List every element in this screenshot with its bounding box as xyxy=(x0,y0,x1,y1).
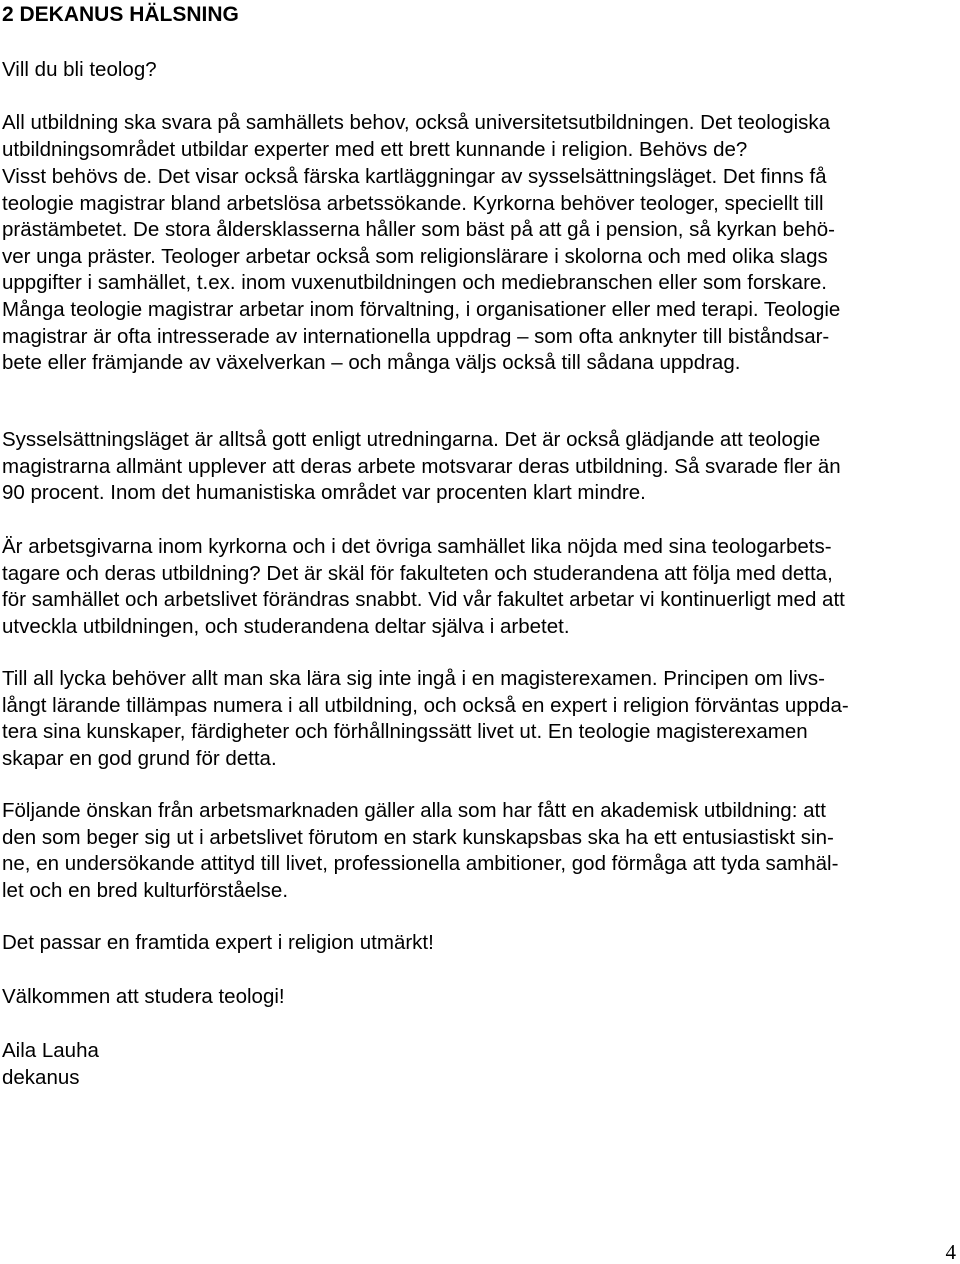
text-line: Vill du bli teolog? xyxy=(2,58,157,81)
paragraph-expert xyxy=(2,930,434,957)
paragraph-employers xyxy=(2,534,845,640)
text-line: Följande önskan från arbetsmarknaden gäller alla som har fått en akademisk utbildning: att xyxy=(2,799,826,822)
paragraph-survey xyxy=(2,427,841,507)
text-line: prästämbetet. De stora åldersklasserna håller som bäst på att gå i pension, så kyrkan behö- xyxy=(2,218,835,242)
text-line: den som beger sig ut i arbetslivet förutom en stark kunskapsbas ska ha ett entusiastiskt sin- xyxy=(2,825,834,849)
paragraph-employment xyxy=(2,164,840,377)
text-line: utveckla utbildningen, och studerandena deltar själva i arbetet. xyxy=(2,614,570,638)
text-line: för samhället och arbetslivet förändras snabbt. Vid vår fakultet arbetar vi kontinuerligt med att xyxy=(2,588,845,612)
section-heading: 2 DEKANUS HÄLSNING xyxy=(2,3,239,26)
signature-title: dekanus xyxy=(2,1065,80,1089)
text-line: Till all lycka behöver allt man ska lära sig inte ingå i en magisterexamen. Principen om livs- xyxy=(2,667,826,690)
text-line: Är arbetsgivarna inom kyrkorna och i det övriga samhället lika nöjda med sina teologarbets- xyxy=(2,535,832,558)
text-line: tagare och deras utbildning? Det är skäl för fakulteten och studerandena att följa med detta, xyxy=(2,561,833,585)
text-line: ne, en undersökande attityd till livet, professionella ambitioner, god förmåga att tyda samhäl- xyxy=(2,852,839,876)
text-line: magistrar är ofta intresserade av internationella uppdrag – som ofta anknyter till biståndsar- xyxy=(2,324,830,348)
text-line: teologie magistrar bland arbetslösa arbetssökande. Kyrkorna behöver teologer, speciellt till xyxy=(2,191,824,215)
paragraph-lifelong-learning xyxy=(2,666,849,772)
text-line: ver unga präster. Teologer arbetar också som religionslärare i skolorna och med olika slags xyxy=(2,244,828,268)
paragraph-welcome xyxy=(2,984,285,1011)
text-line: Det passar en framtida expert i religion utmärkt! xyxy=(2,931,434,954)
text-line: Sysselsättningsläget är alltså gott enligt utredningarna. Det är också glädjande att teologie xyxy=(2,428,821,451)
text-line: All utbildning ska svara på samhällets behov, också universitetsutbildningen. Det teologiska xyxy=(2,111,831,134)
text-line: bete eller främjande av växelverkan – och många väljs också till sådana uppdrag. xyxy=(2,351,741,375)
signature xyxy=(2,1038,99,1091)
text-line: långt lärande tillämpas numera i all utbildning, och också en expert i religion förväntas uppda- xyxy=(2,693,849,717)
text-line: tera sina kunskaper, färdigheter och förhållningssätt livet ut. En teologie magisterexamen xyxy=(2,720,808,744)
text-line: let och en bred kulturförståelse. xyxy=(2,878,289,902)
text-line: magistrarna allmänt upplever att deras arbete motsvarar deras utbildning. Så svarade fler än xyxy=(2,454,841,478)
text-line: Välkommen att studera teologi! xyxy=(2,985,285,1008)
signature-name: Aila Lauha xyxy=(2,1039,99,1062)
intro-question xyxy=(2,57,157,84)
paragraph-labour-market xyxy=(2,798,838,904)
text-line: uppgifter i samhället, t.ex. inom vuxenutbildningen och mediebranschen eller som forskare. xyxy=(2,271,827,295)
text-line: Många teologie magistrar arbetar inom förvaltning, i organisationer eller med terapi. Teologie xyxy=(2,297,841,321)
page-number: 4 xyxy=(945,1240,956,1264)
paragraph-education-needs xyxy=(2,110,830,163)
text-line: Visst behövs de. Det visar också färska kartläggningar av sysselsättningsläget. Det finns få xyxy=(2,165,827,188)
text-line: skapar en god grund för detta. xyxy=(2,746,277,770)
text-line: 90 procent. Inom det humanistiska området var procenten klart mindre. xyxy=(2,481,646,505)
text-line: utbildningsområdet utbildar experter med ett brett kunnande i religion. Behövs de? xyxy=(2,137,748,161)
